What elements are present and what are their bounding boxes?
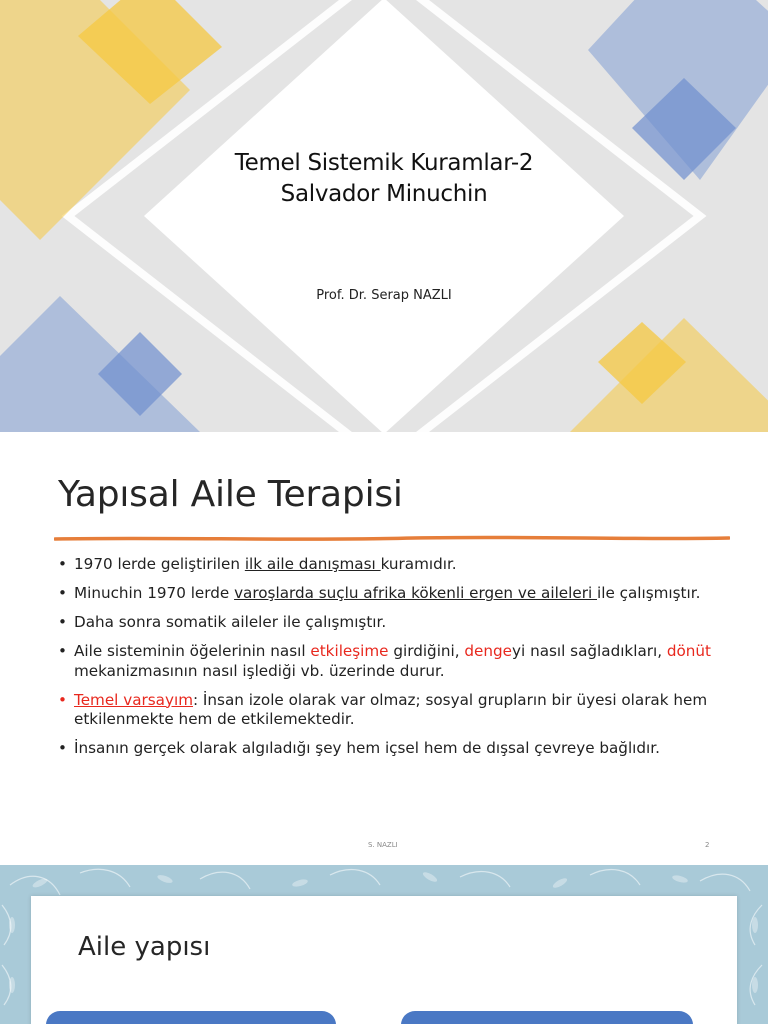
title-slide [0,0,768,432]
title-underline [54,534,730,544]
presenter-name: Prof. Dr. Serap NAZLI [316,288,452,303]
bullet-item: • 1970 lerde geliştirilen ilk aile danışması kuramıdır. [58,555,457,573]
presentation-title [184,148,584,210]
content-box-left [46,1011,336,1024]
bullet-item: • Daha sonra somatik aileler ile çalışmıştır. [58,613,387,631]
content-box-right [401,1011,693,1024]
content-slide [0,432,768,865]
page-number: 2 [705,841,710,849]
slide-title: Aile yapısı [78,932,211,962]
footer-author: S. NAZLI [368,841,398,849]
content-card [31,896,737,1024]
title-line-1: Temel Sistemik Kuramlar-2 [234,150,534,176]
bullet-list [58,555,728,768]
geometric-background [0,0,768,432]
bullet-item: • Temel varsayım: İnsan izole olarak var olmaz; sosyal grupların bir üyesi olarak hem etkilenmekte hem de etkilemektedir. [58,690,708,728]
section-slide [0,865,768,1024]
slide-title: Yapısal Aile Terapisi [58,474,403,515]
bullet-item: • Aile sisteminin öğelerinin nasıl etkileşime girdiğini, dengeyi nasıl sağladıkları, dönüt mekanizmasının nasıl işlediği vb. üzerinde durur. [58,642,712,680]
bullet-item: • İnsanın gerçek olarak algıladığı şey hem içsel hem de dışsal çevreye bağlıdır. [58,739,660,757]
bullet-item: • Minuchin 1970 lerde varoşlarda suçlu afrika kökenli ergen ve aileleri ile çalışmıştır. [58,584,701,602]
title-line-2: Salvador Minuchin [280,181,488,207]
